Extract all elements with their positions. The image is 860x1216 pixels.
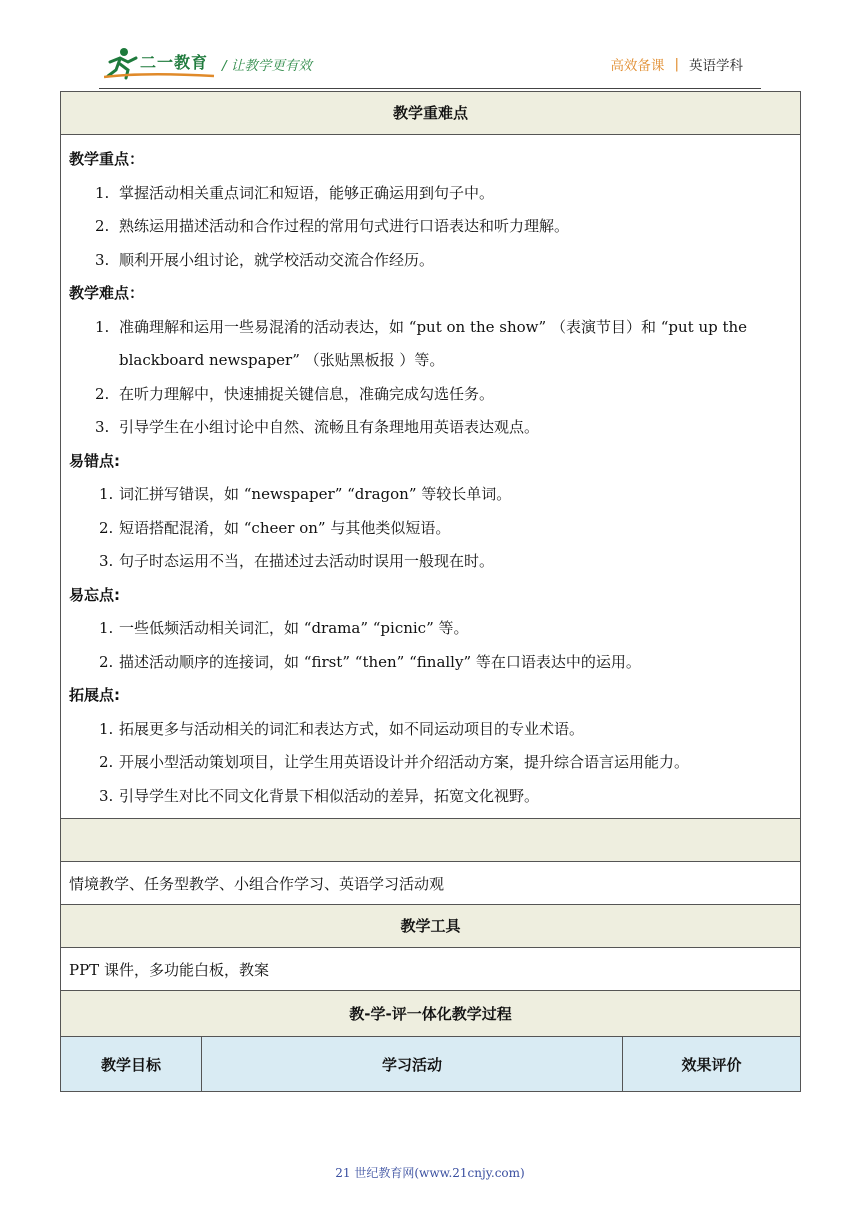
item-number: 2.	[99, 753, 114, 771]
difficult-points-title: 教学难点：	[69, 284, 145, 302]
difficulties-heading	[61, 92, 800, 135]
error-prone-title: 易错点:	[69, 451, 120, 470]
page-header	[0, 0, 860, 92]
methods-heading	[61, 819, 800, 862]
item-text: 开展小型活动策划项目，让学生用英语设计并介绍活动方案，提升综合语言运用能力。	[119, 753, 690, 771]
tools-heading	[61, 905, 800, 948]
logo-text: 二一教育	[140, 53, 209, 72]
header-divider	[99, 88, 761, 89]
item-number: 3.	[99, 552, 114, 570]
list-item	[69, 646, 793, 680]
list-item	[69, 780, 793, 814]
item-text: 掌握活动相关重点词汇和短语，能够正确运用到句子中。	[119, 183, 495, 202]
item-text: 句子时态运用不当，在描述过去活动时误用一般现在时。	[119, 552, 495, 570]
process-columns	[61, 1037, 800, 1092]
item-text: 拓展更多与活动相关的词汇和表达方式，如不同运动项目的专业术语。	[119, 719, 585, 738]
methods-text: 情境教学、任务型教学、小组合作学习、英语学习活动观	[69, 874, 445, 893]
item-number: 3.	[99, 786, 114, 805]
item-text: 顺利开展小组讨论，就学校活动交流合作经历。	[119, 250, 435, 269]
easily-forgotten-title: 易忘点:	[69, 585, 120, 604]
methods-content	[61, 862, 800, 905]
item-text: 引导学生对比不同文化背景下相似活动的差异，拓宽文化视野。	[119, 786, 540, 805]
key-points-list	[69, 177, 793, 278]
list-item	[69, 210, 793, 244]
key-points-title: 教学重点：	[69, 150, 145, 168]
list-item	[69, 378, 793, 412]
extension-list	[69, 713, 793, 814]
list-item	[69, 612, 793, 646]
column-activities: 学习活动	[201, 1037, 622, 1091]
column-evaluation: 效果评价	[622, 1037, 800, 1091]
error-prone-list	[69, 478, 793, 579]
tools-text: PPT 课件，多功能白板，教案	[69, 960, 269, 979]
list-item	[69, 177, 793, 211]
tools-heading-text: 教学工具	[400, 917, 461, 935]
easily-forgotten-list	[69, 612, 793, 679]
item-number: 1.	[99, 485, 114, 503]
tag-subject: 英语学科	[689, 58, 743, 74]
item-number: 1.	[99, 719, 114, 738]
item-text: 描述活动顺序的连接词，如 “first” “then” “finally” 等在口语表达中的运用。	[119, 652, 641, 671]
list-item	[69, 746, 793, 780]
list-item	[69, 713, 793, 747]
item-text: 熟练运用描述活动和合作过程的常用句式进行口语表达和听力理解。	[119, 217, 570, 235]
item-text: 词汇拼写错误，如 “newspaper” “dragon” 等较长单词。	[119, 485, 512, 503]
item-number: 2.	[95, 217, 110, 235]
subject-tags	[610, 54, 743, 74]
item-number: 3.	[95, 250, 110, 269]
tag-separator: |	[674, 56, 679, 72]
item-number: 1.	[95, 317, 110, 336]
tag-efficient-prep: 高效备课	[610, 58, 665, 74]
tools-content	[61, 948, 800, 991]
item-number: 2.	[99, 518, 114, 537]
list-item	[69, 411, 793, 445]
extension-title: 拓展点:	[69, 686, 120, 704]
process-heading	[61, 991, 800, 1037]
item-text: 在听力理解中，快速捕捉关键信息，准确完成勾选任务。	[119, 384, 495, 403]
list-item	[69, 545, 793, 579]
item-number: 3.	[95, 418, 110, 436]
difficult-points-list	[69, 311, 793, 445]
column-objectives: 教学目标	[100, 1055, 161, 1074]
difficulties-content	[61, 135, 800, 819]
item-text: 引导学生在小组讨论中自然、流畅且有条理地用英语表达观点。	[119, 418, 540, 436]
list-item	[69, 311, 793, 378]
item-text: 准确理解和运用一些易混淆的活动表达，如 “put on the show” （表演节目）和 “put up the blackboard newspaper” （张贴黑板报 ）等。	[119, 317, 748, 369]
difficulties-heading-text: 教学重难点	[392, 104, 468, 122]
item-text: 一些低频活动相关词汇，如 “drama” “picnic” 等。	[119, 619, 469, 637]
item-number: 2.	[99, 652, 114, 671]
process-heading-text: 教-学-评一体化教学过程	[349, 1005, 512, 1023]
item-number: 2.	[95, 384, 110, 403]
lesson-plan-table	[60, 91, 801, 1092]
item-text: 短语搭配混淆，如 “cheer on” 与其他类似短语。	[119, 518, 451, 537]
list-item	[69, 244, 793, 278]
list-item	[69, 512, 793, 546]
list-item	[69, 478, 793, 512]
item-number: 1.	[95, 183, 110, 202]
slogan: / 让教学更有效	[222, 58, 312, 74]
page-footer: 21 世纪教育网(www.21cnjy.com)	[335, 1166, 525, 1180]
item-number: 1.	[99, 619, 114, 637]
